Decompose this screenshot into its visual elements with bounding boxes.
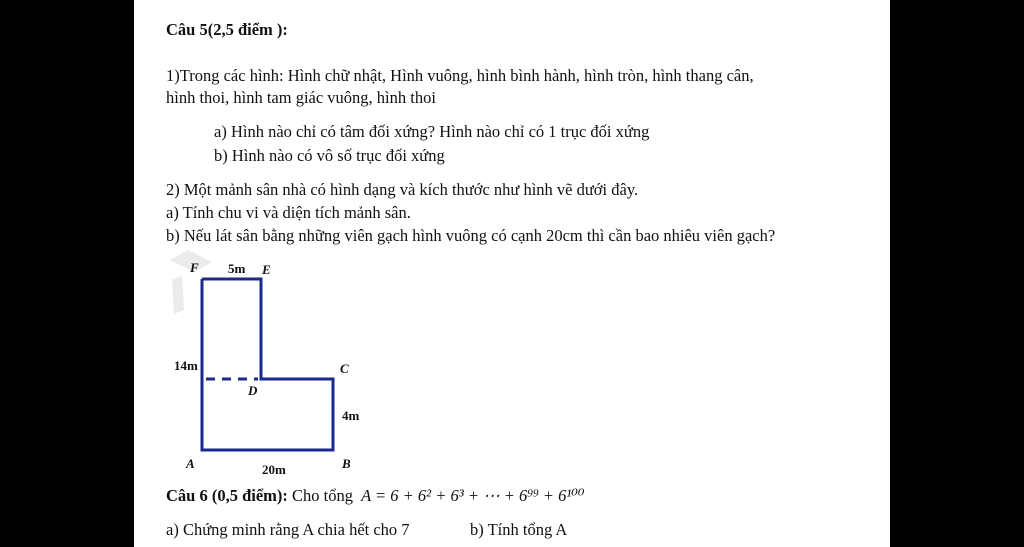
vertex-C: C [340,361,349,376]
vertex-B: B [342,456,351,471]
vertex-E: E [262,262,271,277]
watermark-mark [172,276,184,314]
vertex-A: A [186,456,195,471]
q5-part1-item-a: a) Hình nào chỉ có tâm đối xứng? Hình nào chỉ có 1 trục đối xứng [214,122,650,141]
dim-right: 4m [342,408,360,423]
question-6-line [166,486,585,506]
vertex-D: D [248,383,258,398]
q5-part2-intro: 2) Một mảnh sân nhà có hình dạng và kích thước như hình vẽ dưới đây. [166,180,639,199]
q5-part2-item-a: a) Tính chu vi và diện tích mảnh sân. [166,203,411,222]
dim-left: 14m [174,358,198,373]
question-6-heading: Câu 6 (0,5 điểm): [166,486,288,505]
dim-bottom: 20m [262,462,286,477]
yard-outline [202,279,333,450]
vertex-F: F [190,260,199,275]
question-5-heading: Câu 5(2,5 điểm ): [166,20,288,39]
dim-top: 5m [228,261,246,276]
question-6-item-b: b) Tính tổng A [470,520,568,539]
q5-part1-line2: hình thoi, hình tam giác vuông, hình thoi [166,88,436,107]
document-page [134,0,890,547]
q5-part2-item-b: b) Nếu lát sân bằng những viên gạch hình vuông có cạnh 20cm thì cần bao nhiêu viên gạch? [166,226,776,245]
q5-part1-item-b: b) Hình nào có vô số trục đối xứng [214,146,445,165]
question-6-formula: A = 6 + 6² + 6³ + ⋯ + 6⁹⁹ + 6¹⁰⁰ [361,486,585,505]
yard-figure [170,250,370,480]
question-6-intro: Cho tổng [287,486,358,505]
q5-part1-line1: 1)Trong các hình: Hình chữ nhật, Hình vuông, hình bình hành, hình tròn, hình thang cân, [166,66,754,85]
question-6-item-a: a) Chứng minh rằng A chia hết cho 7 [166,520,410,539]
